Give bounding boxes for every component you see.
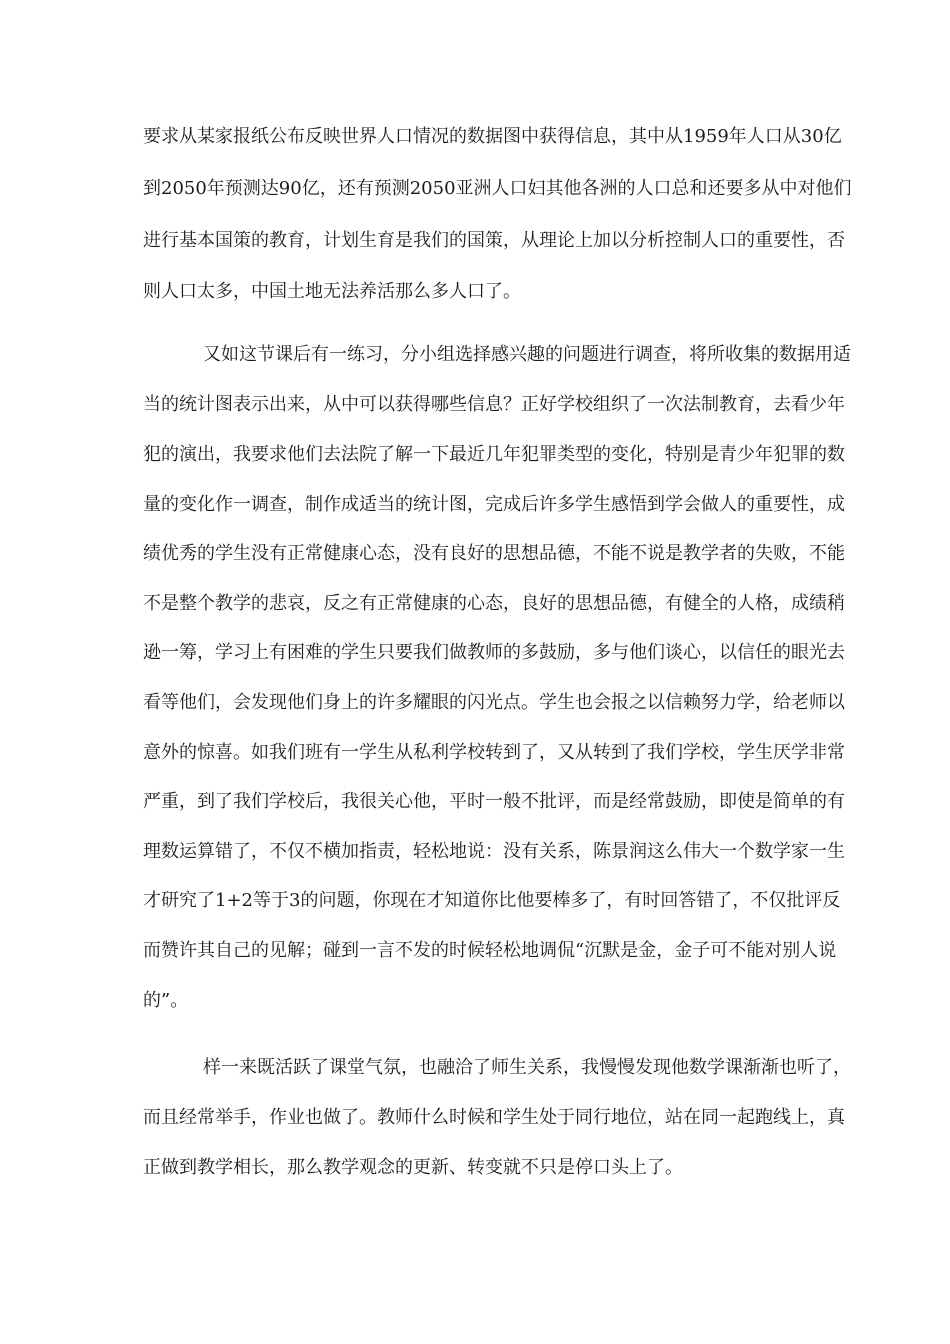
paragraph-line: 逊一筹，学习上有困难的学生只要我们做教师的多鼓励，多与他们谈心，以信任的眼光去 (143, 642, 845, 663)
paragraph-line: 要求从某家报纸公布反映世界人口情况的数据图中获得信息，其中从1959年人口从30亿 (143, 126, 842, 147)
paragraph-line: 样一来既活跃了课堂气氛，也融洽了师生关系，我慢慢发现他数学课渐渐也听了， (203, 1057, 851, 1078)
paragraph-line: 的”。 (143, 990, 189, 1011)
paragraph-line: 意外的惊喜。如我们班有一学生从私利学校转到了，又从转到了我们学校，学生厌学非常 (143, 742, 845, 763)
paragraph-line: 又如这节课后有一练习，分小组选择感兴趣的问题进行调查，将所收集的数据用适 (203, 344, 851, 365)
paragraph-line: 进行基本国策的教育，计划生育是我们的国策，从理论上加以分析控制人口的重要性，否 (143, 230, 845, 251)
paragraph-line: 正做到教学相长，那么教学观念的更新、转变就不只是停口头上了。 (143, 1157, 683, 1178)
paragraph-line: 才研究了1+2等于3的问题，你现在才知道你比他要棒多了，有时回答错了，不仅批评反 (143, 890, 841, 911)
paragraph-line: 当的统计图表示出来，从中可以获得哪些信息？正好学校组织了一次法制教育，去看少年 (143, 394, 845, 415)
paragraph-line: 而且经常举手，作业也做了。教师什么时候和学生处于同行地位，站在同一起跑线上，真 (143, 1107, 845, 1128)
paragraph-line: 绩优秀的学生没有正常健康心态，没有良好的思想品德，不能不说是教学者的失败，不能 (143, 543, 845, 564)
paragraph-line: 理数运算错了，不仅不横加指责，轻松地说：没有关系，陈景润这么伟大一个数学家一生 (143, 841, 845, 862)
paragraph-line: 不是整个教学的悲哀，反之有正常健康的心态，良好的思想品德，有健全的人格，成绩稍 (143, 593, 845, 614)
paragraph-line: 量的变化作一调查，制作成适当的统计图，完成后许多学生感悟到学会做人的重要性，成 (143, 494, 845, 515)
paragraph-line: 则人口太多，中国土地无法养活那么多人口了。 (143, 281, 521, 302)
paragraph-line: 看等他们，会发现他们身上的许多耀眼的闪光点。学生也会报之以信赖努力学，给老师以 (143, 692, 845, 713)
paragraph-line: 严重，到了我们学校后，我很关心他，平时一般不批评，而是经常鼓励，即使是简单的有 (143, 791, 845, 812)
paragraph-line: 到2050年预测达90亿，还有预测2050亚洲人口妇其他各洲的人口总和还要多从中对他们 (143, 178, 852, 199)
paragraph-line: 犯的演出，我要求他们去法院了解一下最近几年犯罪类型的变化，特别是青少年犯罪的数 (143, 444, 845, 465)
paragraph-line: 而赞许其自己的见解；碰到一言不发的时候轻松地调侃“沉默是金，金子可不能对别人说 (143, 940, 837, 961)
